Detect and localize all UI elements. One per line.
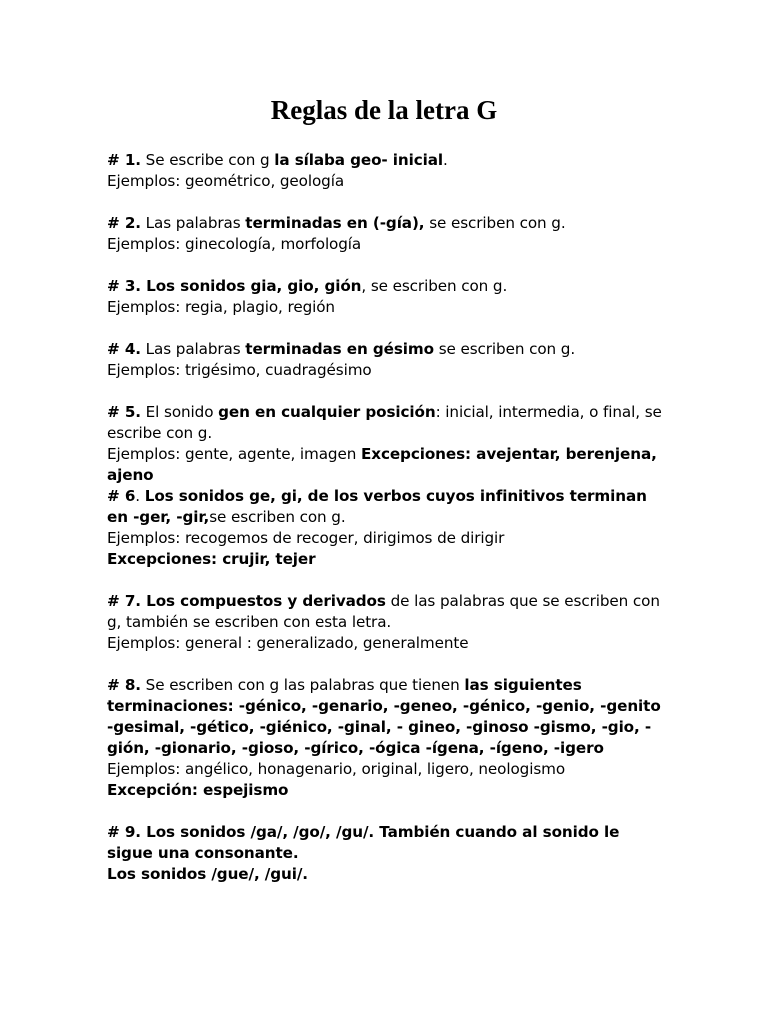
rule-number: # 9. Los sonidos /ga/, /go/, /gu/. También cuando al sonido le sigue una consonante. (107, 823, 620, 862)
rule-text: Las palabras (140, 214, 246, 232)
rule-4-examples: Ejemplos: trigésimo, cuadragésimo (107, 361, 372, 379)
rule-8-text (107, 675, 667, 759)
rule-text: de las palabras que se escriben con g, también se escriben con esta letra. (107, 592, 660, 631)
rule-1 (107, 150, 667, 192)
rule-number: # 6 (107, 487, 136, 505)
rule-8-examples: Ejemplos: angélico, honagenario, original, ligero, neologismo (107, 760, 566, 778)
rule-9-line2 (107, 864, 667, 885)
rule-text: se escriben con g. (433, 340, 576, 358)
rule-5-examples (107, 444, 667, 486)
rule-number: # 3. Los sonidos gia, gio, gión (107, 277, 362, 295)
rule-8-exceptions (107, 780, 667, 801)
rule-4 (107, 339, 667, 381)
rule-7-examples: Ejemplos: general : generalizado, generalmente (107, 634, 469, 652)
rule-text: , se escriben con g. (361, 277, 508, 295)
rule-3-examples: Ejemplos: regia, plagio, región (107, 298, 335, 316)
rule-number: # 4. (107, 340, 141, 358)
rule-6-exceptions (107, 549, 667, 570)
rule-8 (107, 675, 667, 801)
rule-text: Se escriben con g las palabras que tienen (140, 676, 465, 694)
rule-1-text (107, 150, 667, 171)
rule-9 (107, 822, 667, 885)
rule-exceptions: Excepciones: avejentar, berenjena, ajeno (107, 445, 657, 484)
rule-2-examples: Ejemplos: ginecología, morfología (107, 235, 362, 253)
rule-7 (107, 591, 667, 654)
rule-number: # 2. (107, 214, 141, 232)
rule-text: . (442, 151, 448, 169)
rule-keyword: Los sonidos ge, gi, de los verbos cuyos infinitivos terminan en -ger, -gir, (107, 487, 647, 526)
rule-2-text (107, 213, 667, 234)
rule-keyword: terminadas en (-gía), (245, 214, 425, 232)
rule-exceptions: Excepciones: crujir, tejer (107, 550, 316, 568)
rule-text: : inicial, intermedia, o final, se escribe con g. (107, 403, 662, 442)
rule-9-text (107, 822, 667, 864)
rule-text: . (135, 487, 145, 505)
rule-5 (107, 402, 667, 486)
rule-examples-text: Ejemplos: gente, agente, imagen (107, 445, 361, 463)
rule-keyword: gen en cualquier posición (218, 403, 436, 421)
rule-keyword: la sílaba geo- inicial (274, 151, 443, 169)
rule-text: se escriben con g. (424, 214, 566, 232)
rule-4-text (107, 339, 667, 360)
rule-2 (107, 213, 667, 255)
rule-text: El sonido (140, 403, 219, 421)
rule-keyword: terminadas en gésimo (245, 340, 434, 358)
rule-6 (107, 486, 667, 570)
page-title: Reglas de la letra G (270, 95, 498, 125)
rule-number: # 5. (107, 403, 141, 421)
rule-keyword: las siguientes terminaciones: -génico, -genario, -geneo, -génico, -genio, -genito -gesimal, -gético, -giénico, -ginal, - gineo, -ginoso -gismo, -gio, -gión, -gionario, -gioso, -gírico, -ógica -ígena, -ígeno, -igero (107, 676, 661, 757)
rule-number: # 8. (107, 676, 141, 694)
document-page (107, 92, 667, 906)
rule-6-examples: Ejemplos: recogemos de recoger, dirigimos de dirigir (107, 529, 505, 547)
rule-text: Las palabras (140, 340, 246, 358)
rule-1-examples: Ejemplos: geométrico, geología (107, 172, 345, 190)
rule-number: # 1. (107, 151, 141, 169)
rule-3 (107, 276, 667, 318)
rule-text: se escriben con g. (209, 508, 346, 526)
rule-5-text (107, 402, 667, 444)
rule-6-text (107, 486, 667, 528)
rule-7-text (107, 591, 667, 633)
rule-number: # 7. Los compuestos y derivados (107, 592, 386, 610)
rule-keyword: Los sonidos /gue/, /gui/. (107, 865, 308, 883)
rule-text: Se escribe con g (140, 151, 275, 169)
rule-exceptions: Excepción: espejismo (107, 781, 289, 799)
rule-3-text (107, 276, 667, 297)
